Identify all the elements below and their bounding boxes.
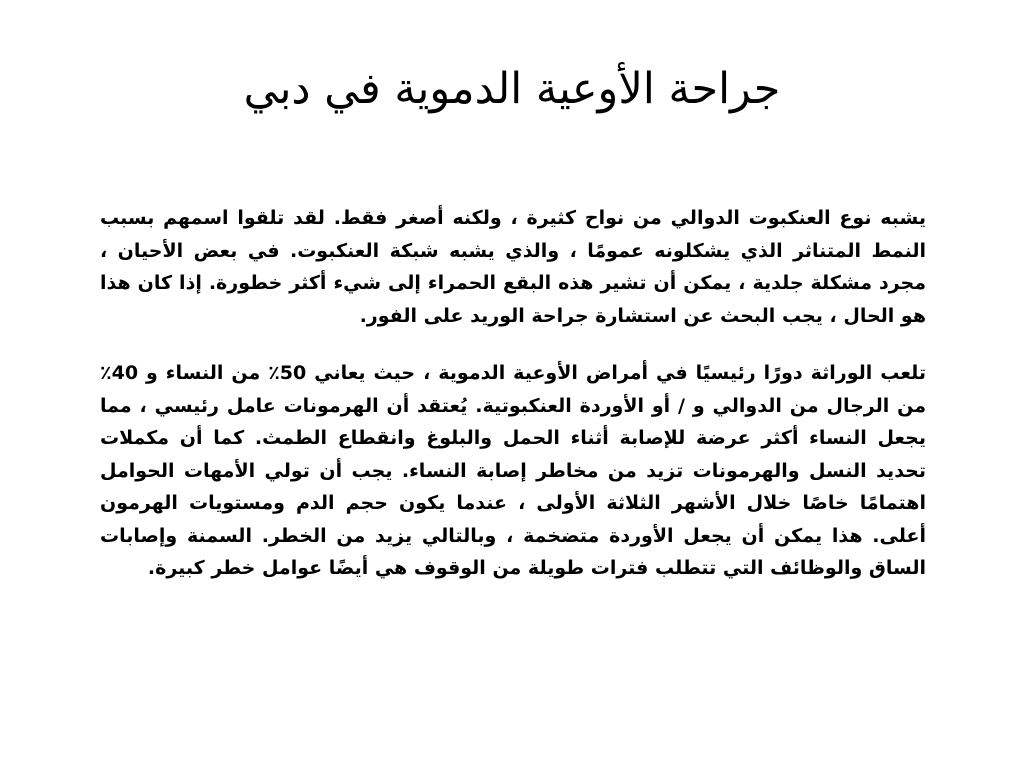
slide-title: جراحة الأوعية الدموية في دبي: [243, 64, 781, 114]
body-paragraph-2: تلعب الوراثة دورًا رئيسيًا في أمراض الأوعية الدموية ، حيث يعاني 50٪ من النساء و 40٪ من الرجال من الدوالي و / أو الأوردة العنكبوتية. يُعتقد أن الهرمونات عامل رئيسي ، مما يجعل النساء أكثر عرضة للإصابة أثناء الحمل والبلوغ وانقطاع الطمث. كما أن مكملات تحديد النسل والهرمونات تزيد من مخاطر إصابة النساء. يجب أن تولي الأمهات الحوامل اهتمامًا خاصًا خلال الأشهر الثلاثة الأولى ، عندما يكون حجم الدم ومستويات الهرمون أعلى. هذا يمكن أن يجعل الأوردة متضخمة ، وبالتالي يزيد من الخطر. السمنة وإصابات الساق والوظائف التي تتطلب فترات طويلة من الوقوف هي أيضًا عوامل خطر كبيرة.: [100, 362, 926, 579]
body-paragraph-1: يشبه نوع العنكبوت الدوالي من نواح كثيرة ، ولكنه أصغر فقط. لقد تلقوا اسمهم بسبب النمط المتناثر الذي يشكلونه عمومًا ، والذي يشبه شبكة العنكبوت. في بعض الأحيان ، مجرد مشكلة جلدية ، يمكن أن تشير هذه البقع الحمراء إلى شيء أكثر خطورة. إذا كان هذا هو الحال ، يجب البحث عن استشارة جراحة الوريد على الفور.: [100, 207, 926, 327]
slide-body: [100, 202, 926, 585]
